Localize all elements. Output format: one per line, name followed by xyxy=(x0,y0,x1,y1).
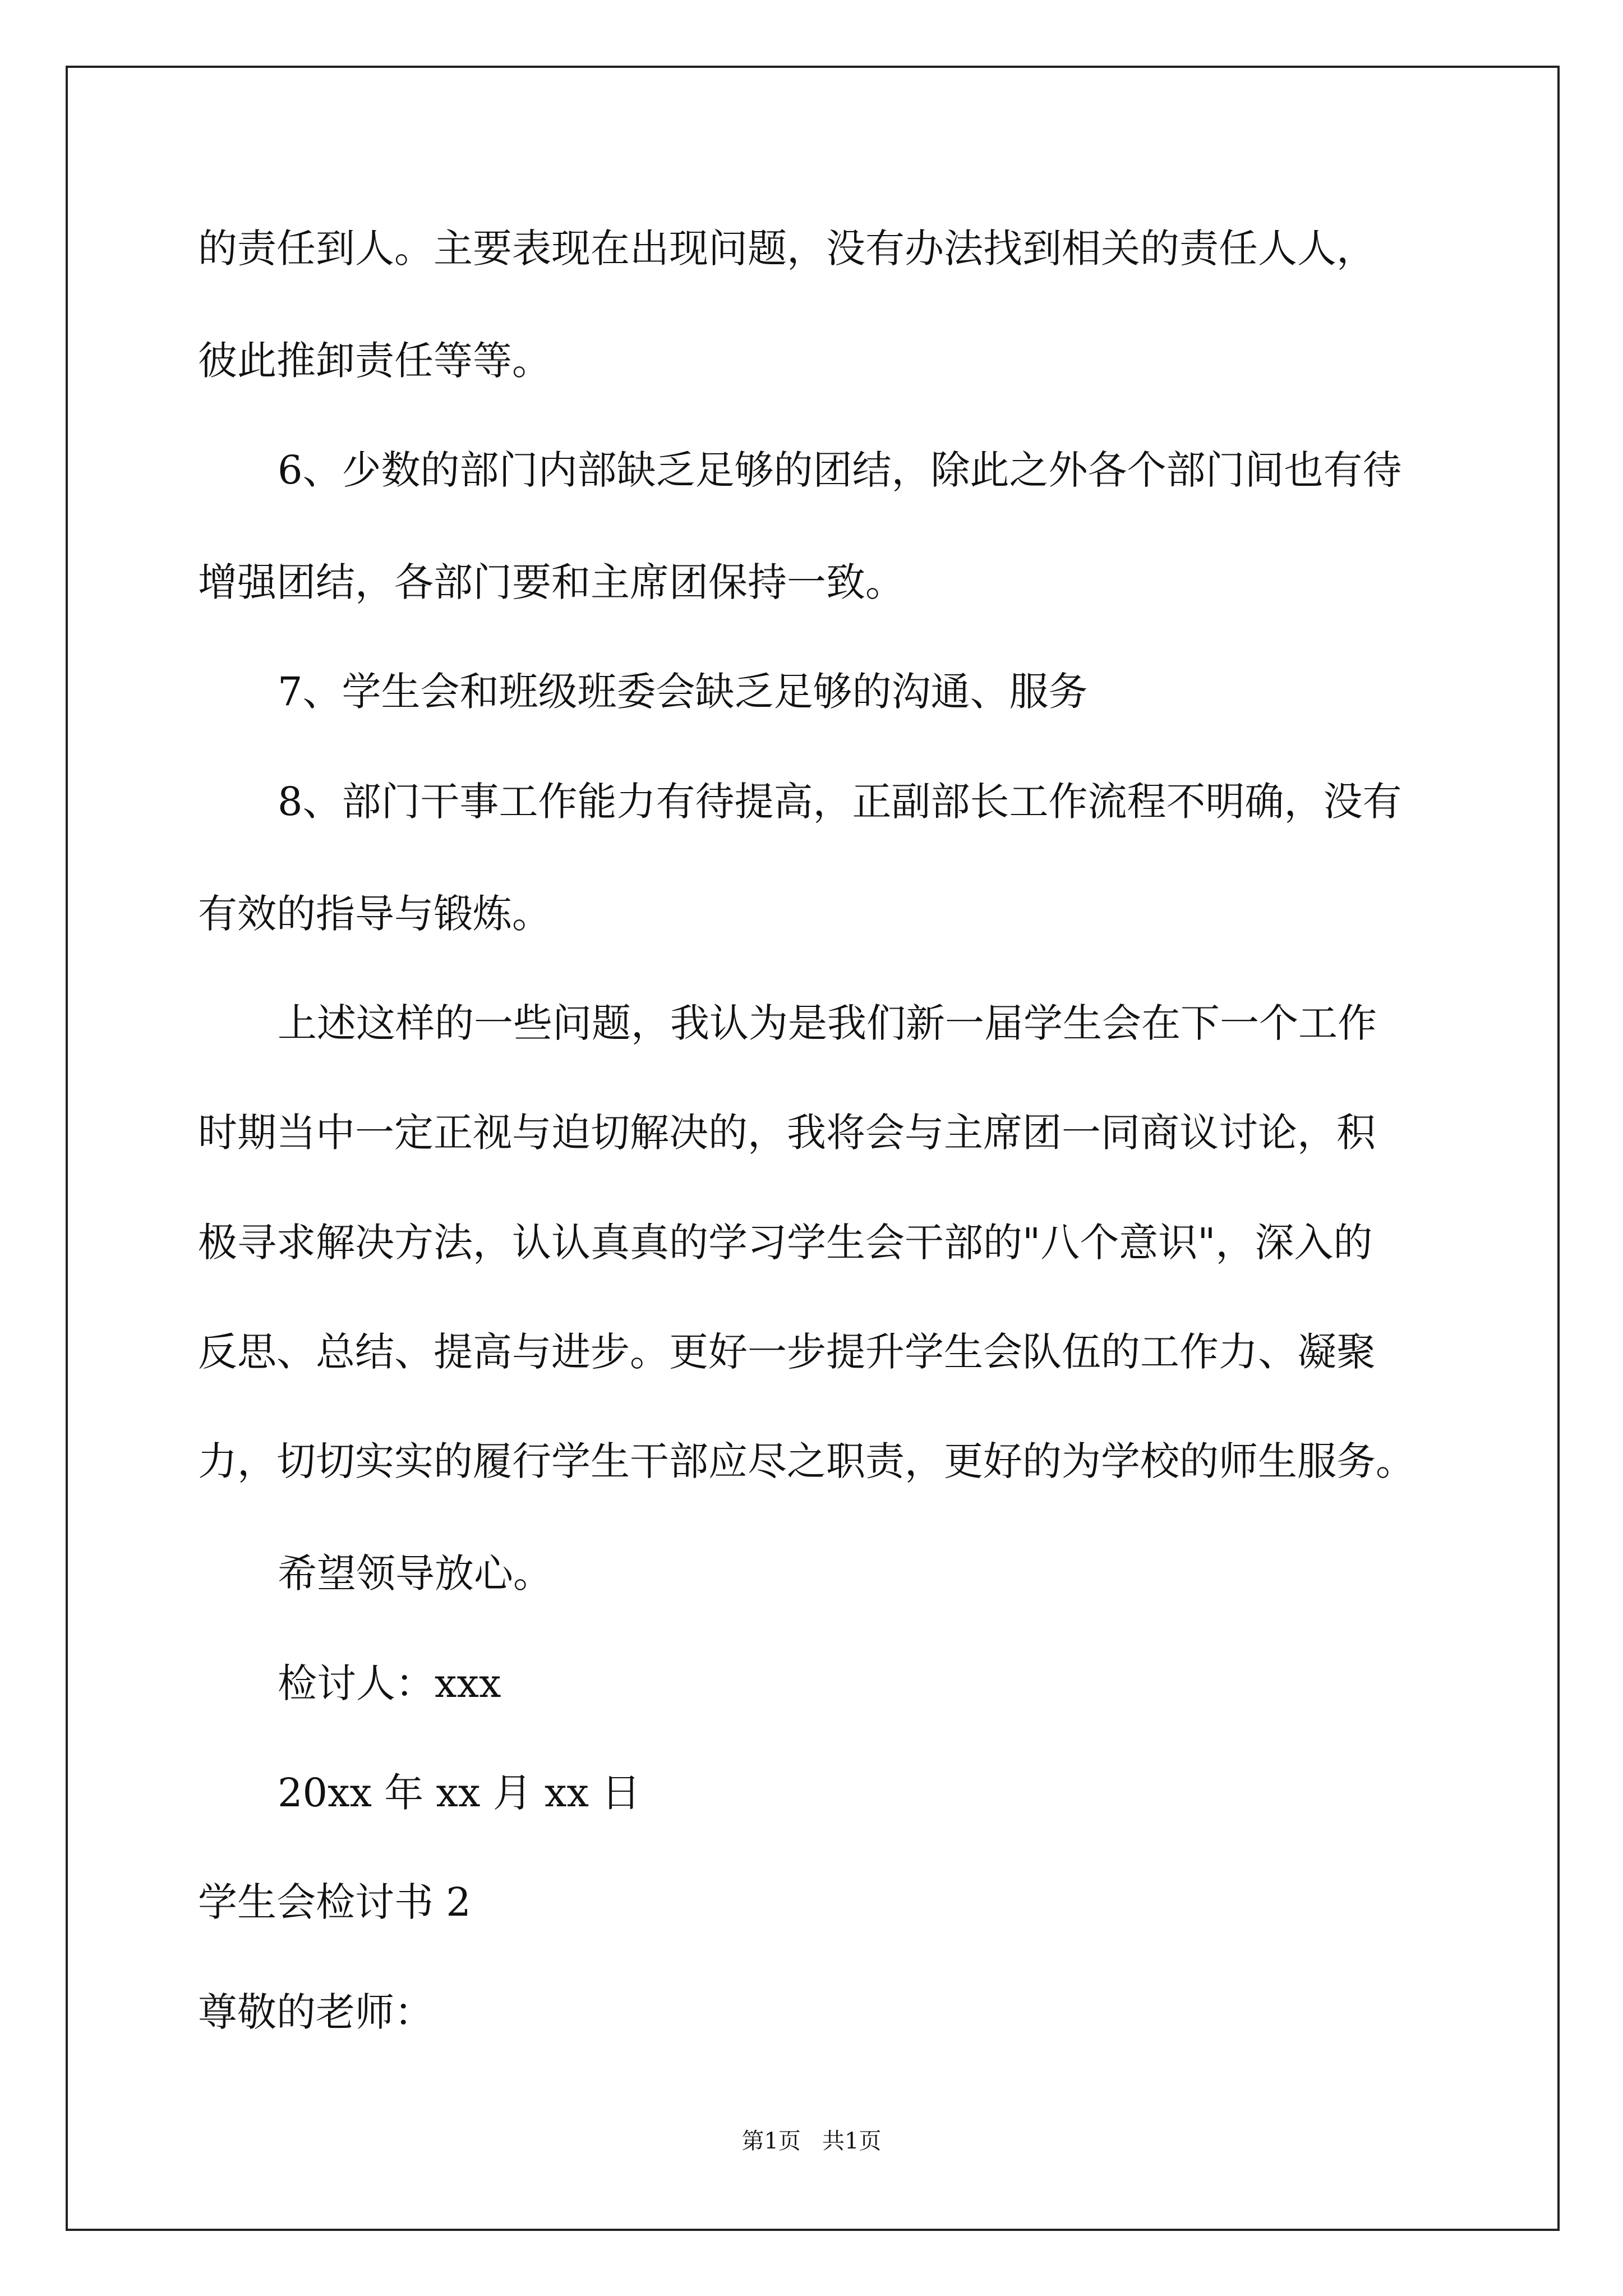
text-line: 的责任到人。主要表现在出现问题，没有办法找到相关的责任人人， xyxy=(198,226,1376,272)
text-line: 希望领导放心。 xyxy=(278,1550,552,1596)
salutation: 尊敬的老师： xyxy=(198,1989,434,2035)
text-line: 有效的指导与锻炼。 xyxy=(198,891,551,937)
text-line: 极寻求解决方法，认认真真的学习学生会干部的"八个意识"，深入的 xyxy=(198,1220,1373,1266)
signature-line: 检讨人：xxx xyxy=(278,1660,501,1706)
text-line: 增强团结，各部门要和主席团保持一致。 xyxy=(198,559,905,605)
text-line: 时期当中一定正视与迫切解决的，我将会与主席团一同商议讨论，积 xyxy=(198,1110,1376,1156)
section-heading: 学生会检讨书 2 xyxy=(198,1879,471,1925)
text-line: 彼此推卸责任等等。 xyxy=(198,338,551,384)
text-line: 8、部门干事工作能力有待提高，正副部长工作流程不明确，没有 xyxy=(278,779,1402,825)
text-line: 反思、总结、提高与进步。更好一步提升学生会队伍的工作力、凝聚 xyxy=(198,1329,1376,1375)
text-line: 上述这样的一些问题，我认为是我们新一届学生会在下一个工作 xyxy=(278,1000,1377,1046)
page-number-footer: 第1页 共1页 xyxy=(741,2128,882,2154)
text-line: 力，切切实实的履行学生干部应尽之职责，更好的为学校的师生服务。 xyxy=(198,1438,1415,1484)
text-line: 6、少数的部门内部缺乏足够的团结，除此之外各个部门间也有待 xyxy=(278,447,1402,493)
date-line: 20xx 年 xx 月 xx 日 xyxy=(278,1770,641,1816)
text-line: 7、学生会和班级班委会缺乏足够的沟通、服务 xyxy=(278,669,1088,715)
